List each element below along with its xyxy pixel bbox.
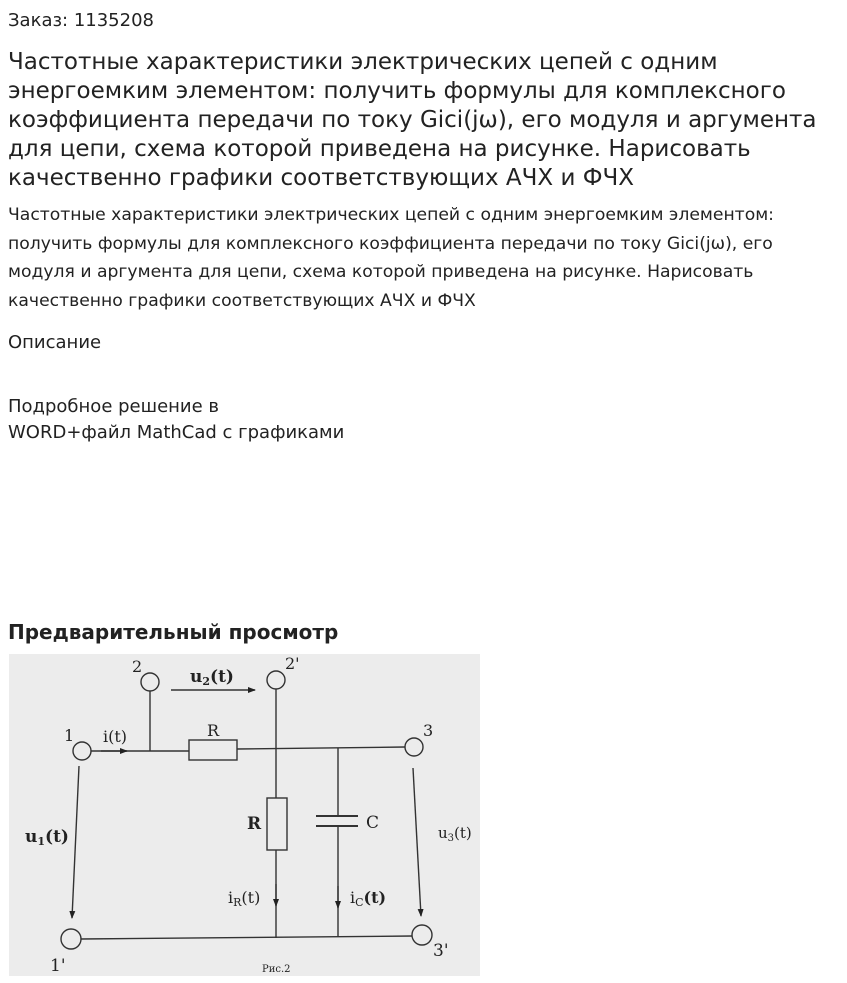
page-title: Частотные характеристики электрических цепей с одним энергоемким элементом: получить формулы для комплексного коэффициента передачи по току Gici(jω), его модуля и аргумента для цепи, схема которой приведена на рисунке. Нарисовать качественно графики соответствующих АЧХ и ФЧХ xyxy=(8,49,817,191)
order-number: Заказ: 1135208 xyxy=(8,10,154,31)
circuit-diagram xyxy=(9,654,480,976)
label-node-3: 3 xyxy=(423,721,434,740)
terminal-1 xyxy=(73,742,91,760)
label-ic: iC(t) xyxy=(350,888,387,909)
label-node-1: 1 xyxy=(64,726,75,745)
label-u2: u2(t) xyxy=(190,667,234,688)
terminal-1p xyxy=(61,929,81,949)
circuit-preview-image xyxy=(9,654,480,976)
solution-line-2: WORD+файл MathCad с графиками xyxy=(8,422,345,443)
label-u3: $u_3(t)$ xyxy=(438,824,472,844)
label-node-2p: 2' xyxy=(285,654,300,673)
preview-background xyxy=(9,654,480,976)
label-node-2: 2 xyxy=(132,657,143,676)
label-current: i(t) xyxy=(103,727,128,746)
preview-heading: Предварительный просмотр xyxy=(8,620,339,644)
task-description: Частотные характеристики электрических цепей с одним энергоемким элементом: получить формулы для комплексного коэффициента передачи по току Gici(jω), его модуля и аргумента для цепи, схема которой приведена на рисунке. Нарисовать качественно графики соответствующих АЧХ и ФЧХ xyxy=(8,205,774,311)
label-r-series: R xyxy=(207,721,220,740)
solution-details xyxy=(8,394,344,446)
label-r-shunt: R xyxy=(247,814,262,834)
label-ir: iR(t) xyxy=(228,888,261,909)
label-node-3p: 3' xyxy=(433,941,449,961)
solution-line-1: Подробное решение в xyxy=(8,396,220,417)
description-heading: Описание xyxy=(8,332,102,353)
terminal-3 xyxy=(405,738,423,756)
figure-caption: Рис.2 xyxy=(262,964,291,975)
terminal-3p xyxy=(412,925,432,945)
label-node-1p: 1' xyxy=(50,956,66,976)
terminal-2 xyxy=(141,673,159,691)
label-capacitor: C xyxy=(366,813,380,833)
terminal-2p xyxy=(267,671,285,689)
label-u1: u1(t) xyxy=(25,827,69,848)
